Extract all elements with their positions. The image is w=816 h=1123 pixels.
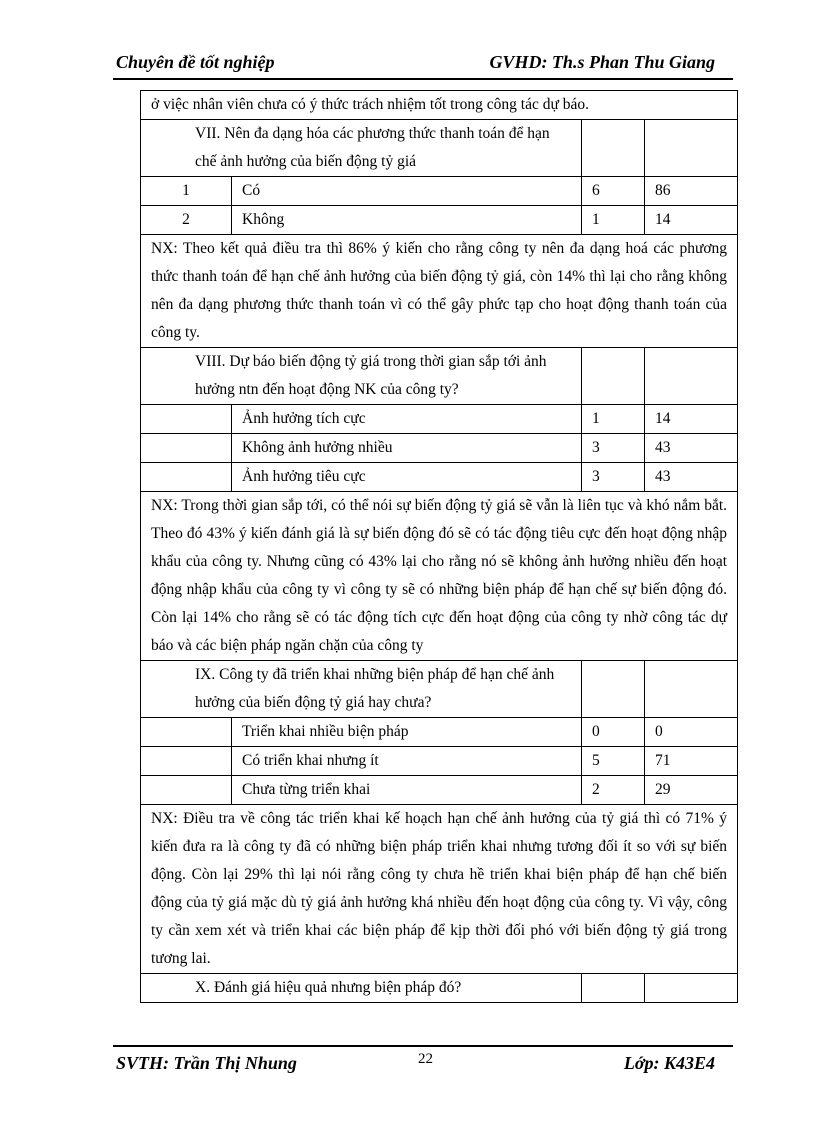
question-row-vii xyxy=(141,120,738,177)
question-row-viii xyxy=(141,348,738,405)
option-count: 1 xyxy=(582,405,645,434)
option-percent: 71 xyxy=(645,747,738,776)
question-row-ix xyxy=(141,661,738,718)
option-percent: 14 xyxy=(645,206,738,235)
note-viii: NX: Trong thời gian sắp tới, có thể nói sự biến động tỷ giá sẽ vẫn là liên tục và khó nắm bắt. Theo đó 43% ý kiến đánh giá là sự biến động đó sẽ có tác động tiêu cực đến hoạt động nhập khẩu của công ty. Nhưng cũng có 43% lại cho rằng nó sẽ không ảnh hưởng nhiều đến hoạt động nhập khẩu của công ty vì công ty sẽ có những biện pháp để hạn chế sự biến động đó. Còn lại 14% cho rằng sẽ có tác động tích cực đến hoạt động của công ty nhờ công tác dự báo và các biện pháp ngăn chặn của công ty xyxy=(141,492,738,661)
option-label: Triển khai nhiều biện pháp xyxy=(232,718,582,747)
option-count: 1 xyxy=(582,206,645,235)
survey-table xyxy=(140,90,738,1003)
option-count: 5 xyxy=(582,747,645,776)
option-label: Ảnh hưởng tiêu cực xyxy=(232,463,582,492)
option-label: Chưa từng triển khai xyxy=(232,776,582,805)
student-name: SVTH: Trần Thị Nhung xyxy=(116,1053,297,1073)
intro-note: ở việc nhân viên chưa có ý thức trách nhiệm tốt trong công tác dự báo. xyxy=(141,91,738,120)
question-x: X. Đánh giá hiệu quả nhưng biện pháp đó? xyxy=(141,974,582,1003)
table-row xyxy=(141,747,738,776)
option-count: 3 xyxy=(582,463,645,492)
option-percent: 43 xyxy=(645,463,738,492)
option-label: Không xyxy=(232,206,582,235)
option-label: Có triển khai nhưng ít xyxy=(232,747,582,776)
page-header xyxy=(113,50,733,80)
table-row xyxy=(141,492,738,661)
page-number: 22 xyxy=(418,1051,433,1067)
option-percent: 14 xyxy=(645,405,738,434)
table-row xyxy=(141,91,738,120)
option-count: 0 xyxy=(582,718,645,747)
table-row xyxy=(141,776,738,805)
question-viii: VIII. Dự báo biến động tỷ giá trong thời gian sắp tới ảnh hưởng ntn đến hoạt động NK của công ty? xyxy=(141,348,582,405)
option-percent: 0 xyxy=(645,718,738,747)
question-ix: IX. Công ty đã triển khai những biện pháp để hạn chế ảnh hưởng của biến động tỷ giá hay chưa? xyxy=(141,661,582,718)
table-row xyxy=(141,206,738,235)
table-row xyxy=(141,405,738,434)
table-row xyxy=(141,235,738,348)
option-label: Ảnh hưởng tích cực xyxy=(232,405,582,434)
row-number: 1 xyxy=(141,177,232,206)
table-row xyxy=(141,177,738,206)
question-row-x xyxy=(141,974,738,1003)
table-row xyxy=(141,434,738,463)
question-vii: VII. Nên đa dạng hóa các phương thức thanh toán để hạn chế ảnh hưởng của biến động tỷ giá xyxy=(141,120,582,177)
table-row xyxy=(141,805,738,974)
option-percent: 29 xyxy=(645,776,738,805)
option-label: Có xyxy=(232,177,582,206)
option-count: 3 xyxy=(582,434,645,463)
option-count: 6 xyxy=(582,177,645,206)
option-label: Không ảnh hưởng nhiều xyxy=(232,434,582,463)
note-ix: NX: Điều tra về công tác triển khai kế hoạch hạn chế ảnh hưởng của tỷ giá thì có 71% ý kiến đưa ra là công ty đã có những biện pháp triển khai nhưng tương đối ít so với sự biến động. Còn lại 29% thì lại nói rằng công ty chưa hề triển khai biện pháp để hạn chế biến động của tỷ giá mặc dù tỷ giá ảnh hưởng khá nhiều đến hoạt động của công ty. Vì vậy, công ty cần xem xét và triển khai các biện pháp để kịp thời đối phó với biến động tỷ giá trong tương lai. xyxy=(141,805,738,974)
table-row xyxy=(141,463,738,492)
table-row xyxy=(141,718,738,747)
supervisor-name: GVHD: Th.s Phan Thu Giang xyxy=(489,52,715,72)
note-vii: NX: Theo kết quả điều tra thì 86% ý kiến cho rằng công ty nên đa dạng hoá các phương thức thanh toán để hạn chế ảnh hưởng của biến động tỷ giá, còn 14% thì lại cho rằng không nên đa dạng phương thức thanh toán vì có thể gây phức tạp cho hoạt động thanh toán của công ty. xyxy=(141,235,738,348)
option-count: 2 xyxy=(582,776,645,805)
option-percent: 86 xyxy=(645,177,738,206)
class-code: Lớp: K43E4 xyxy=(623,1053,715,1073)
row-number: 2 xyxy=(141,206,232,235)
page-footer xyxy=(113,1045,733,1079)
thesis-title: Chuyên đề tốt nghiệp xyxy=(116,52,275,72)
option-percent: 43 xyxy=(645,434,738,463)
